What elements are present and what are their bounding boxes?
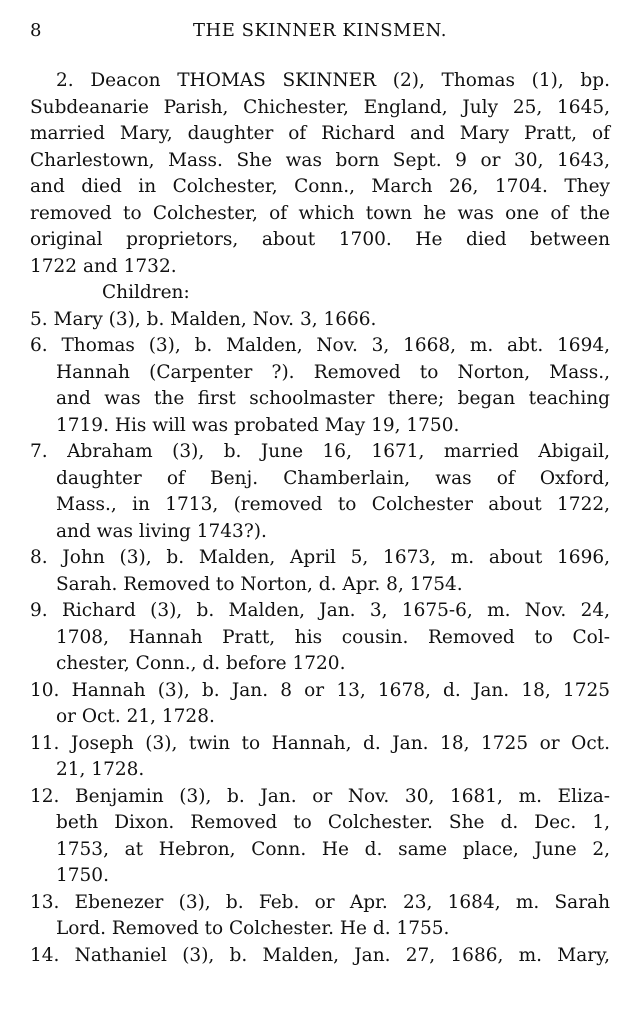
child-entry-first-line: 10. Hannah (3), b. Jan. 8 or 13, 1678, d. Jan. 18, 1725 [30,679,610,701]
paragraph-line: Subdeanarie Parish, Chichester, England, July 25, 1645, [30,96,610,118]
paragraph-line: married Mary, daughter of Richard and Mary Pratt, of [30,123,610,144]
child-entry [30,545,610,598]
child-entry-continuation-line: Lord. Removed to Colchester. He d. 1755. [56,918,450,939]
child-entry-continuation-line: 1719. His will was probated May 19, 1750. [56,414,460,436]
page-body [30,68,610,969]
child-entry-first-line: 13. Ebenezer (3), b. Feb. or Apr. 23, 1684, m. Sarah [30,891,610,913]
paragraph-line: Charlestown, Mass. She was born Sept. 9 or 30, 1643, [30,149,610,171]
child-entry [30,943,610,970]
paragraph-line: removed to Colchester, of which town he was one of the [30,202,610,224]
child-entry-continuation-line: 21, 1728. [56,759,145,780]
paragraph-line: and died in Colchester, Conn., March 26, 1704. They [30,176,610,197]
child-entry [30,598,610,678]
child-entry-continuation-line: daughter of Benj. Chamberlain, was of Oxford, [56,467,610,489]
child-entry-continuation-line: Sarah. Removed to Norton, d. Apr. 8, 1754. [56,573,463,595]
child-entry-first-line: 6. Thomas (3), b. Malden, Nov. 3, 1668, m. abt. 1694, [30,335,610,356]
child-entry [30,890,610,943]
child-entry-continuation-line: or Oct. 21, 1728. [56,706,215,727]
child-entry-continuation-line: Mass., in 1713, (removed to Colchester about 1722, [56,494,610,515]
paragraph-line: original proprietors, about 1700. He died between [30,229,610,250]
child-entry-first-line: 5. Mary (3), b. Malden, Nov. 3, 1666. [30,308,377,330]
child-entry-continuation-line: beth Dixon. Removed to Colchester. She d. Dec. 1, [56,812,610,833]
child-entry-first-line: 8. John (3), b. Malden, April 5, 1673, m. about 1696, [30,547,610,568]
child-entry [30,731,610,784]
child-entry [30,439,610,545]
child-entry [30,678,610,731]
child-entry-first-line: 14. Nathaniel (3), b. Malden, Jan. 27, 1686, m. Mary, [30,944,610,966]
child-entry-continuation-line: 1708, Hannah Pratt, his cousin. Removed to Col- [56,626,610,648]
page-header [30,20,610,44]
child-entry-first-line: 7. Abraham (3), b. June 16, 1671, married Abigail, [30,441,610,462]
child-entry-continuation-line: and was the first schoolmaster there; began teaching [56,388,610,409]
child-entry-continuation-line: and was living 1743?). [56,520,267,542]
running-title: THE SKINNER KINSMEN. [193,20,447,41]
child-entry-continuation-line: Hannah (Carpenter ?). Removed to Norton, Mass., [56,361,610,383]
children-heading: Children: [102,282,190,303]
child-entry-continuation-line: 1753, at Hebron, Conn. He d. same place, June 2, [56,838,610,860]
child-entry-first-line: 9. Richard (3), b. Malden, Jan. 3, 1675-6, m. Nov. 24, [30,600,610,621]
child-entry [30,307,610,334]
child-entry-continuation-line: chester, Conn., d. before 1720. [56,653,346,674]
child-entry-first-line: 11. Joseph (3), twin to Hannah, d. Jan. 18, 1725 or Oct. [30,732,610,754]
child-entry [30,333,610,439]
child-entry-first-line: 12. Benjamin (3), b. Jan. or Nov. 30, 1681, m. Eliza- [30,785,610,807]
child-entry [30,784,610,890]
child-entry-continuation-line: 1750. [56,865,109,886]
paragraph-line: 2. Deacon THOMAS SKINNER (2), Thomas (1), bp. [56,70,610,91]
paragraph-line: 1722 and 1732. [30,255,177,277]
page-number: 8 [30,20,42,41]
